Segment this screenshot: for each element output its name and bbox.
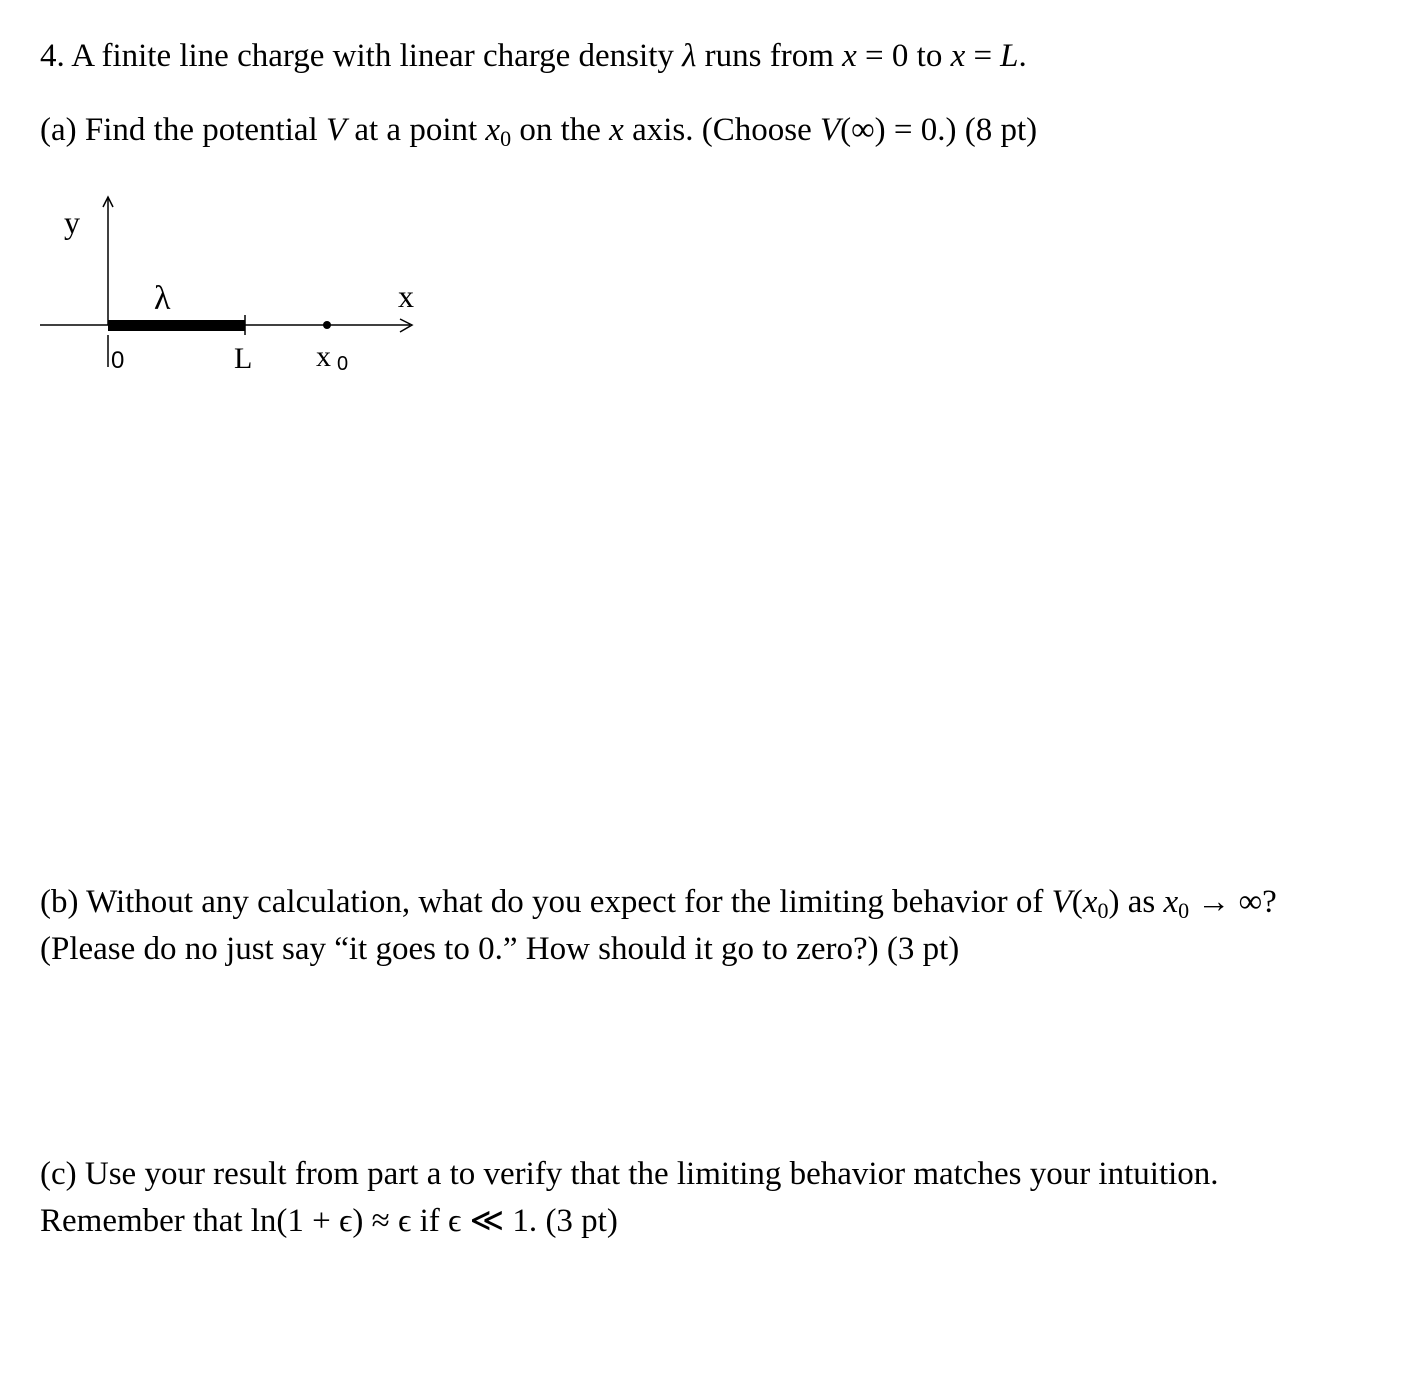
as-text: as xyxy=(1127,884,1156,920)
part-c-line1: (c) Use your result from part a to verify that the limiting behavior matches your intuition. xyxy=(40,1156,1219,1192)
x0-b-base: x xyxy=(1082,884,1098,920)
part-a-prefix: (a) Find the potential xyxy=(40,112,318,148)
line-charge-diagram xyxy=(38,185,438,385)
x0-label-sub: 0 xyxy=(337,353,349,375)
problem-number: 4. xyxy=(40,38,65,74)
part-a-on-the: on the xyxy=(519,112,601,148)
arrow-infinity: → ∞? xyxy=(1197,884,1277,920)
paren-open: ( xyxy=(1071,884,1083,920)
part-c-prefix: Remember that xyxy=(40,1203,243,1239)
part-b-prefix: (b) Without any calculation, what do you expect for the limiting behavior of xyxy=(40,884,1044,920)
x0-base: x xyxy=(485,112,501,148)
eq-end: = xyxy=(973,38,993,74)
eq-start: = 0 to xyxy=(865,38,943,74)
x0-var xyxy=(485,112,512,151)
x0-b-sub: 0 xyxy=(1097,898,1109,923)
paren-close: ) xyxy=(1108,884,1120,920)
part-a-question xyxy=(40,112,1038,151)
origin-label: 0 xyxy=(111,347,125,374)
x0-point xyxy=(323,321,331,329)
if-text: if xyxy=(419,1203,440,1239)
line-charge-bar xyxy=(108,320,245,331)
x-var-2: x xyxy=(950,38,966,74)
V-var-2: V xyxy=(819,112,841,148)
period: . xyxy=(1018,38,1027,74)
part-b-line1 xyxy=(40,884,1277,923)
part-c-points: (3 pt) xyxy=(545,1203,618,1239)
V-var-b: V xyxy=(1051,884,1072,920)
L-label: L xyxy=(234,342,253,375)
x-var: x xyxy=(842,38,857,74)
y-label: y xyxy=(64,204,80,240)
lambda-label: λ xyxy=(154,280,171,317)
x0-label: x xyxy=(316,340,331,373)
part-a-infinity-clause: (∞) = 0.) (8 pt) xyxy=(840,112,1038,148)
x0-var-b2 xyxy=(1163,884,1190,923)
condition: ϵ ≪ 1. xyxy=(448,1203,538,1239)
part-c-line2 xyxy=(40,1205,618,1238)
part-b-line2: (Please do no just say “it goes to 0.” How should it go to zero?) (3 pt) xyxy=(40,931,960,967)
problem-statement xyxy=(40,40,1027,73)
x0-b2-base: x xyxy=(1163,884,1179,920)
part-a-axis-choose: axis. (Choose xyxy=(632,112,812,148)
L-var: L xyxy=(1000,38,1019,74)
x0-var-b xyxy=(1082,884,1109,923)
x-var-axis: x xyxy=(609,112,624,148)
x-label: x xyxy=(398,278,414,314)
x0-b2-sub: 0 xyxy=(1178,898,1190,923)
x0-sub: 0 xyxy=(500,126,512,151)
V-var: V xyxy=(325,112,347,148)
ln-expression: ln(1 + ϵ) ≈ ϵ xyxy=(250,1203,412,1239)
runs-from-text: runs from xyxy=(704,38,834,74)
problem-intro: A finite line charge with linear charge density xyxy=(71,38,674,74)
lambda-symbol: λ xyxy=(682,38,697,74)
part-a-at-point: at a point xyxy=(354,112,478,148)
